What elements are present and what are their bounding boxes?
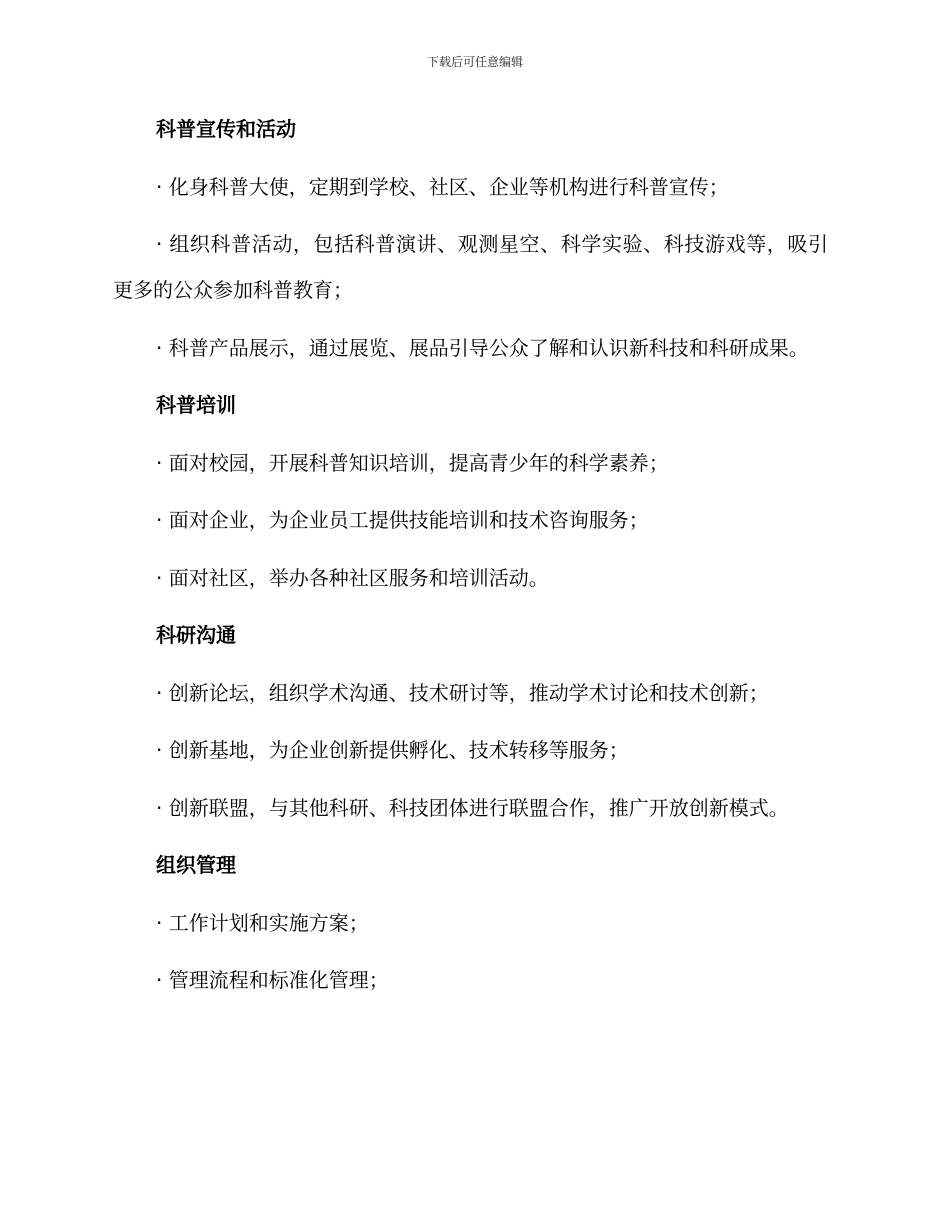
section-outreach (113, 112, 828, 371)
section-heading: 组织管理 (156, 853, 236, 877)
section-organization-management (113, 848, 828, 997)
bullet-item: · 创新论坛，组织学术沟通、技术研讨等，推动学术讨论和技术创新； (156, 680, 769, 705)
bullet-item: · 创新基地，为企业创新提供孵化、技术转移等服务； (156, 738, 629, 762)
bullet-item: · 工作计划和实施方案； (156, 910, 369, 935)
page-header: 下载后可任意编辑 (426, 55, 523, 69)
bullet-item: · 面对校园，开展科普知识培训，提高青少年的科学素养； (156, 450, 669, 475)
section-heading: 科研沟通 (156, 623, 236, 647)
bullet-item: · 面对社区，举办各种社区服务和培训活动。 (156, 565, 549, 590)
bullet-item: · 面对企业，为企业员工提供技能培训和技术咨询服务； (156, 508, 649, 532)
bullet-item: · 科普产品展示，通过展览、展品引导公众了解和认识新科技和科研成果。 (156, 335, 809, 360)
section-heading: 科普宣传和活动 (156, 117, 296, 141)
bullet-item: · 组织科普活动，包括科普演讲、观测星空、科学实验、科技游戏等，吸引更多的公众参加科普教育； (113, 232, 828, 302)
bullet-item: · 化身科普大使，定期到学校、社区、企业等机构进行科普宣传； (156, 174, 729, 199)
bullet-item: · 创新联盟，与其他科研、科技团体进行联盟合作，推广开放创新模式。 (156, 795, 789, 820)
bullet-item: · 管理流程和标准化管理； (156, 968, 389, 992)
section-research-communication (113, 618, 828, 831)
section-training (113, 388, 828, 595)
document-body (113, 112, 828, 1021)
section-heading: 科普培训 (156, 393, 236, 417)
